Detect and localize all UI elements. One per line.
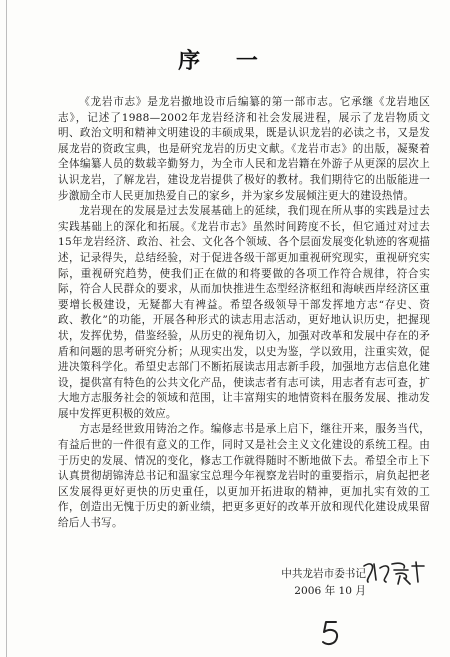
preface-body — [58, 95, 430, 532]
page-title: 序 一 — [178, 48, 272, 74]
paragraph-3: 方志是经世致用铸治之作。编修志书是承上启下，继往开来，服务当代，有益后世的一件很有意义的工作，同时又是社会主义文化建设的系统工程。由于历史的发展、情况的变化，修志工作就得随时不断地做下去。希望全市上下认真贯彻胡锦涛总书记和温家宝总理今年视察龙岩时的重要指示，肩负起把老区发展得更好更快的历史重任，以更加开拓进取的精神，更加扎实有效的工作，创造出无愧于历史的新业绩，把更多更好的改革开放和现代化建设成果留给后人书写。 — [58, 423, 430, 530]
paragraph-2: 龙岩现在的发展是过去发展基础上的延续，我们现在所从事的实践是过去实践基础上的深化和拓展。《龙岩市志》虽然时间跨度不长，但它通过对过去15年龙岩经济、政治、社会、文化各个领域、各个层面发展变化轨迹的客观描述，记录得失，总结经验，对于促进各级干部更加重视研究现实，重视研究实际，重视研究趋势，使我们正在做的和将要做的各项工作符合规律，符合实际，符合人民群众的要求，从而加快推进生态型经济枢纽和海峡西岸经济区重要增长极建设，无疑都大有裨益。希望各级领导干部发挥地方志“存史、资政、教化”的功能，开展各种形式的读志用志活动，更好地认识历史，把握现状，发挥优势，借鉴经验，从历史的视角切入，加强对改革和发展中存在的矛盾和问题的思考研究分析；从现实出发，以史为鉴，学以致用，注重实效，促进决策科学化。希望史志部门不断拓展读志用志新手段，加强地方志信息化建设，提供富有特色的公共文化产品，使读志者有志可读，用志者有志可查，扩大地方志服务社会的领域和范围，让丰富翔实的地情资料在服务发展、推动发展中发挥更积极的效应。 — [58, 205, 430, 420]
paragraph-1: 《龙岩市志》是龙岩撤地设市后编纂的第一部市志。它承继《龙岩地区志》，记述了1988—2002年龙岩经济和社会发展进程，展示了龙岩物质文明、政治文明和精神文明建设的丰硕成果，既是认识龙岩的必读之书，又是发展龙岩的资政宝典，也是研究龙岩的历史文献。《龙岩市志》的出版，凝聚着全体编纂人员的数载辛勤努力，为全市人民和龙岩籍在外游子从更深的层次上认识龙岩，了解龙岩，建设龙岩提供了极好的教材。我们期待它的出版能进一步激励全市人民更加热爱自己的家乡，并为家乡发展倾注更大的建设热情。 — [58, 96, 430, 202]
signature-title: 中共龙岩市委书记 — [281, 568, 366, 580]
handwritten-signature — [360, 558, 430, 586]
page-edge-line — [6, 0, 7, 657]
signature-date: 2006 年 10 月 — [294, 585, 366, 597]
page-number-handwritten — [318, 618, 344, 648]
